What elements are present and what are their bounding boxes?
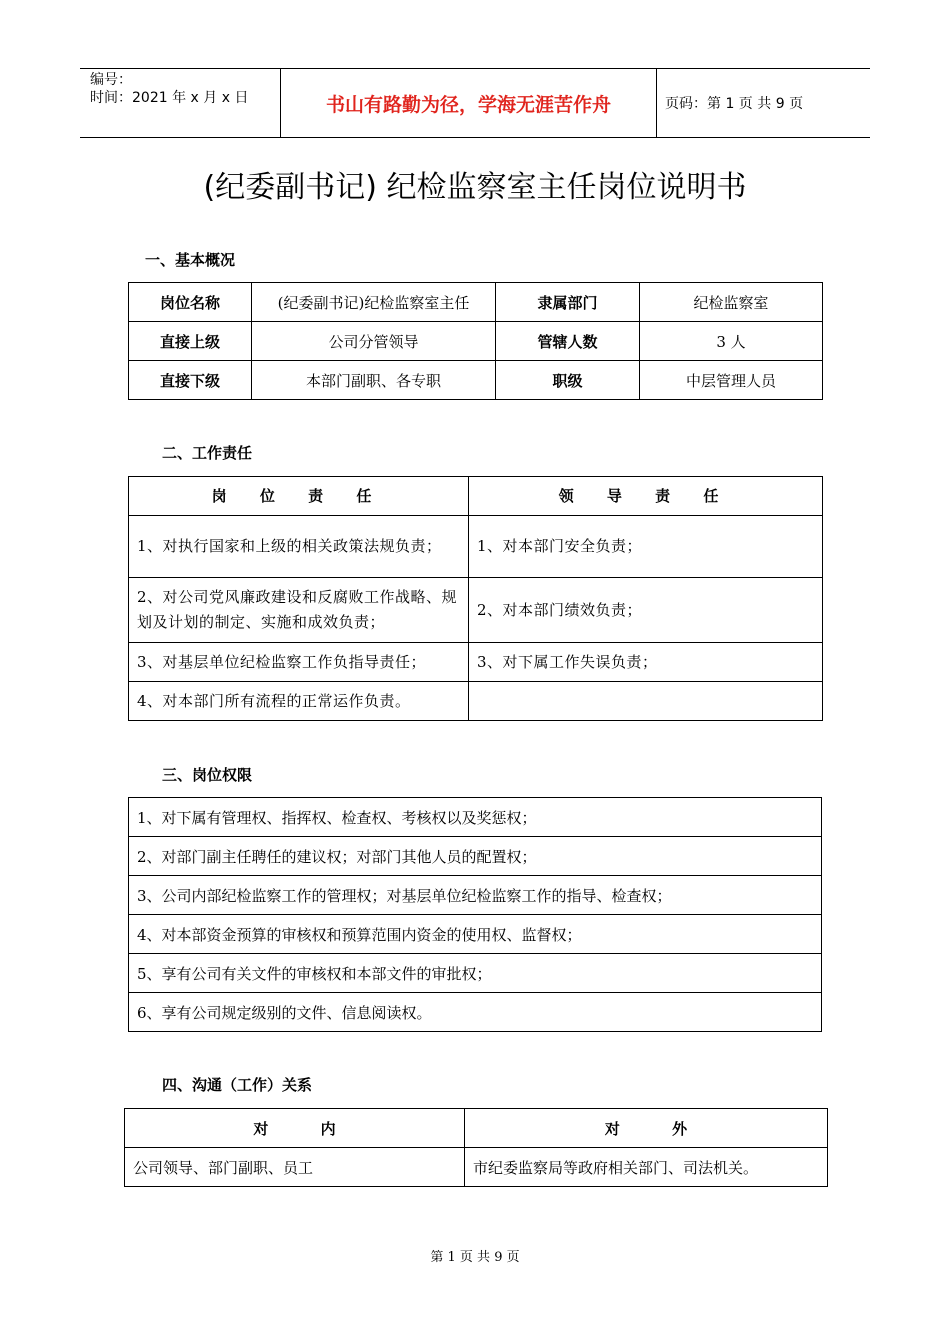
section-responsibility-heading: 二、工作责任	[162, 444, 253, 462]
table-header-row	[129, 477, 823, 516]
header-cell: 领 导 责 任	[469, 477, 823, 516]
value-cell: 3 人	[640, 322, 823, 361]
value-cell: (纪委副书记)纪检监察室主任	[252, 283, 496, 322]
section-basic-heading: 一、基本概况	[145, 251, 236, 269]
key-cell: 直接下级	[129, 361, 252, 400]
key-cell: 隶属部门	[496, 283, 640, 322]
table-cell	[469, 682, 823, 721]
responsibility-table	[128, 476, 823, 721]
table-cell: 6、享有公司规定级别的文件、信息阅读权。	[129, 993, 822, 1032]
page-footer: 第 1 页 共 9 页	[430, 1250, 520, 1265]
key-cell: 岗位名称	[129, 283, 252, 322]
table-row	[129, 578, 823, 643]
table-cell: 1、对本部门安全负责；	[469, 516, 823, 578]
table-row	[129, 361, 823, 400]
table-cell: 1、对执行国家和上级的相关政策法规负责；	[129, 516, 469, 578]
key-cell: 职级	[496, 361, 640, 400]
table-row	[129, 993, 822, 1032]
section-authority-heading: 三、岗位权限	[162, 766, 253, 784]
value-cell: 公司分管领导	[252, 322, 496, 361]
header-meta	[80, 69, 280, 137]
table-row	[129, 643, 823, 682]
document-header	[80, 68, 870, 138]
table-row	[129, 798, 822, 837]
key-cell: 直接上级	[129, 322, 252, 361]
table-row	[129, 283, 823, 322]
header-page-code: 页码：第 1 页 共 9 页	[665, 96, 804, 112]
table-row	[129, 322, 823, 361]
table-cell: 3、公司内部纪检监察工作的管理权；对基层单位纪检监察工作的指导、检查权；	[129, 876, 822, 915]
table-cell: 公司领导、部门副职、员工	[125, 1148, 465, 1187]
table-header-row	[125, 1109, 828, 1148]
table-cell: 4、对本部资金预算的审核权和预算范围内资金的使用权、监督权；	[129, 915, 822, 954]
table-cell: 2、对部门副主任聘任的建议权；对部门其他人员的配置权；	[129, 837, 822, 876]
table-row	[129, 915, 822, 954]
number-label: 编号：	[90, 72, 132, 88]
value-cell: 本部门副职、各专职	[252, 361, 496, 400]
table-row	[129, 516, 823, 578]
header-cell: 对 内	[125, 1109, 465, 1148]
basic-info-table	[128, 282, 823, 400]
value-cell: 纪检监察室	[640, 283, 823, 322]
value-cell: 中层管理人员	[640, 361, 823, 400]
table-row	[125, 1148, 828, 1187]
table-cell: 2、对本部门绩效负责；	[469, 578, 823, 643]
header-cell: 对 外	[465, 1109, 828, 1148]
table-cell: 1、对下属有管理权、指挥权、检查权、考核权以及奖惩权；	[129, 798, 822, 837]
table-row	[129, 876, 822, 915]
table-row	[129, 682, 823, 721]
section-communication-heading: 四、沟通（工作）关系	[162, 1076, 313, 1094]
time-label: 时间：2021 年 x 月 x 日	[90, 90, 249, 106]
header-motto: 书山有路勤为径，学海无涯苦作舟	[280, 69, 657, 137]
table-row	[129, 954, 822, 993]
table-row	[129, 837, 822, 876]
table-cell: 5、享有公司有关文件的审核权和本部文件的审批权；	[129, 954, 822, 993]
authority-table	[128, 797, 822, 1032]
table-cell: 市纪委监察局等政府相关部门、司法机关。	[465, 1148, 828, 1187]
table-cell: 3、对基层单位纪检监察工作负指导责任；	[129, 643, 469, 682]
page-title: (纪委副书记) 纪检监察室主任岗位说明书	[203, 170, 747, 205]
key-cell: 管辖人数	[496, 322, 640, 361]
table-cell: 4、对本部门所有流程的正常运作负责。	[129, 682, 469, 721]
table-cell: 3、对下属工作失误负责；	[469, 643, 823, 682]
header-cell: 岗 位 责 任	[129, 477, 469, 516]
table-cell: 2、对公司党风廉政建设和反腐败工作战略、规划及计划的制定、实施和成效负责；	[129, 578, 469, 643]
communication-table	[124, 1108, 828, 1187]
